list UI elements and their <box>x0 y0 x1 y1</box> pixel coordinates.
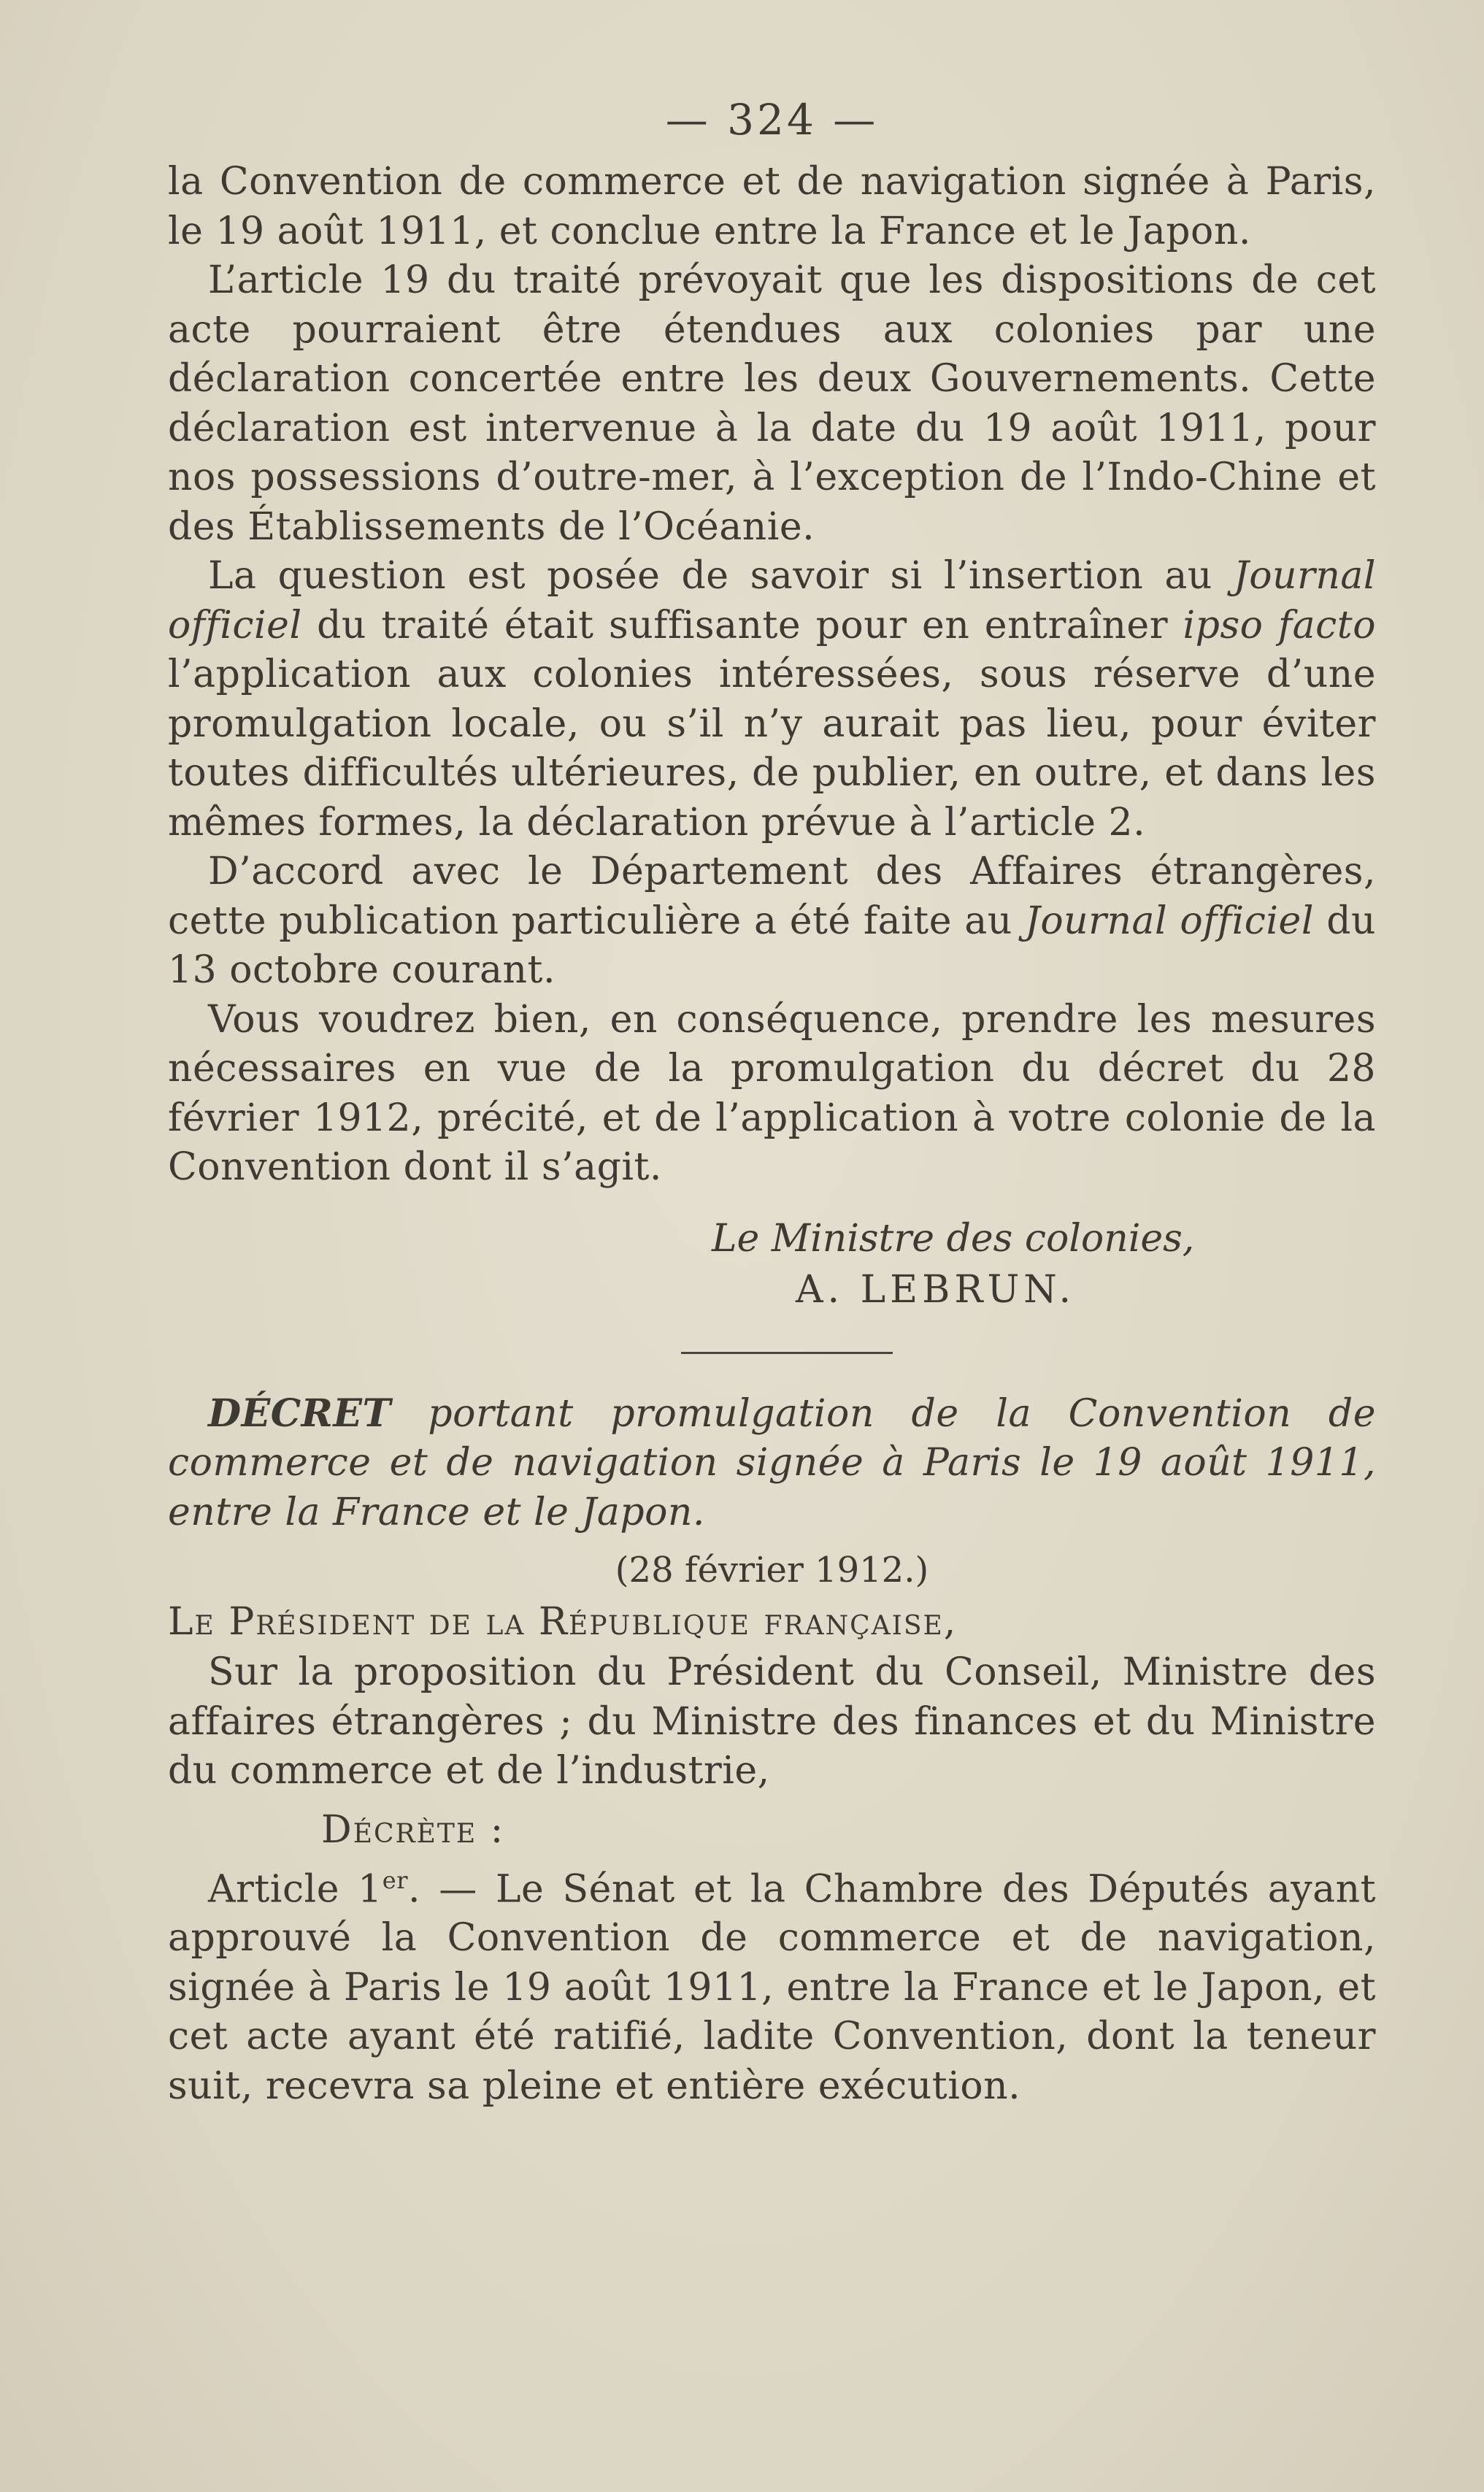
article-text: . — Le Sénat et la Chambre des Députés ayant approuvé la Convention de commerce et de navigation, signée à Paris le 19 août 1911, entre la France et le Japon, et cet acte ayant été ratifié, ladite Convention, dont la teneur suit, recevra sa pleine et entière exécution. <box>168 1866 1376 2108</box>
paragraph-question <box>168 552 1376 847</box>
decree-date: (28 février 1912.) <box>615 1550 929 1591</box>
article-superscript: er <box>382 1866 408 1894</box>
paragraph-article-1 <box>168 1856 1376 2112</box>
text-run: du traité était suffisante pour en entraîner <box>301 603 1183 647</box>
decrees-heading: Décrète : <box>321 1807 505 1852</box>
decree-title <box>168 1389 1376 1538</box>
ipso-facto-italic: ipso facto <box>1183 603 1377 647</box>
text-column <box>168 95 1376 2111</box>
journal-officiel-italic: Journal officiel <box>1024 899 1314 943</box>
paragraph-article-19: L’article 19 du traité prévoyait que les dispositions de cet acte pourraient être étendues aux colonies par une déclaration concertée entre les deux Gouvernements. Cette déclaration est intervenue à la date du 19 août 1911, pour nos possessions d’outre-mer, à l’exception de l’Indo-Chine et des Établissements de l’Océanie. <box>168 258 1376 549</box>
article-lead: Article 1 <box>208 1866 382 1911</box>
signature-name: A. LEBRUN. <box>796 1267 1075 1312</box>
section-divider <box>681 1352 893 1354</box>
page-number: — 324 — <box>665 95 879 145</box>
paragraph-instructions: Vous voudrez bien, en conséquence, prendre les mesures nécessaires en vue de la promulgation du décret du 28 février 1912, précité, et de l’application à votre colonie de la Convention dont il s’agit. <box>168 997 1376 1189</box>
decree-title-rest: portant promulgation de la Convention de commerce et de navigation signée à Paris le 19 août 1911, entre la France et le Japon. <box>168 1391 1376 1534</box>
paragraph-continuation: la Convention de commerce et de navigation signée à Paris, le 19 août 1911, et conclue entre la France et le Japon. <box>168 160 1376 253</box>
paragraph-proposal: Sur la proposition du Président du Conseil, Ministre des affaires étrangères ; du Ministre des finances et du Ministre du commerce et de l’industrie, <box>168 1650 1376 1793</box>
text-run: D’accord avec le Département des Affaires étrangères, cette publication particulière a été faite au <box>168 850 1376 943</box>
journal-officiel-italic: Journal officiel <box>168 554 1376 647</box>
text-run: l’application aux colonies intéressées, sous réserve d’une promulgation locale, ou s’il n’y aurait pas lieu, pour éviter toutes difficultés ultérieures, de publier, en outre, et dans les mêmes formes, la déclaration prévue à l’article 2. <box>168 653 1376 845</box>
text-run: du 13 octobre courant. <box>168 899 1376 992</box>
text-run: La question est posée de savoir si l’insertion au <box>208 554 1234 598</box>
signature-title: Le Ministre des colonies, <box>712 1216 1195 1261</box>
paragraph-accord <box>168 847 1376 996</box>
decree-title-lead: DÉCRET <box>208 1391 391 1436</box>
president-heading: Le Président de la République française, <box>168 1600 958 1644</box>
